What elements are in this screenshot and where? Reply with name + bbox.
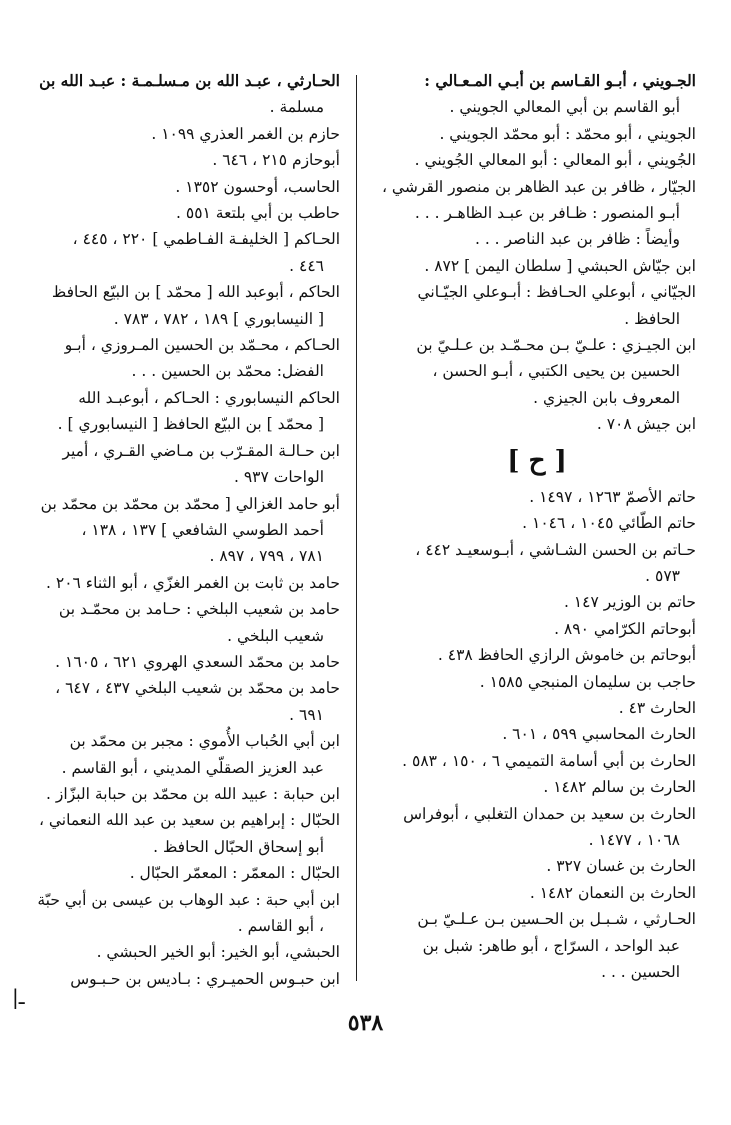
- entry-continuation-line: أبو إسحاق الحبّال الحافظ .: [153, 837, 324, 856]
- entry-continuation-line: الفضل: محمّد بن الحسين . . .: [131, 362, 324, 381]
- entry-continuation-line: مسلمة .: [269, 98, 324, 117]
- index-entry: [20, 570, 340, 596]
- index-entry: [20, 147, 340, 173]
- index-entry: [378, 68, 696, 121]
- index-entry: [378, 880, 696, 906]
- index-entry: [378, 253, 696, 279]
- entry-continuation-line: ٧٨١ ، ٧٩٩ ، ٨٩٧ .: [209, 547, 324, 566]
- entry-continuation-line: ١٠٦٨ ، ١٤٧٧ .: [588, 830, 680, 849]
- entry-line: الحارث المحاسبي ٥٩٩ ، ٦٠١ .: [502, 725, 696, 744]
- index-entry: [20, 781, 340, 807]
- entry-continuation-line: أبو القاسم بن أبي المعالي الجويني .: [449, 98, 680, 117]
- entry-line: أبوحاتم الكرّامي ٨٩٠ .: [554, 619, 696, 638]
- index-entry: [20, 68, 340, 121]
- entry-line: أبوحازم ٢١٥ ، ٦٤٦ .: [212, 151, 340, 170]
- entry-continuation-line: الحسين . . .: [601, 963, 680, 981]
- index-entry: [378, 484, 696, 510]
- index-entry: [378, 801, 696, 854]
- entry-line: ابن أبي الحُباب الأُموي : مجبر بن محمّد بن: [69, 732, 340, 751]
- entry-line: الحـاكم [ الخليفـة الفـاطمي ] ٢٢٠ ، ٤٤٥ ،: [72, 230, 340, 249]
- entry-line: ابن جيّاش الحبشي [ سلطان اليمن ] ٨٧٢ .: [424, 256, 696, 275]
- entry-line: ابن حبابة : عبيد الله بن محمّد بن حبابة البزّاز .: [46, 784, 340, 803]
- index-entry: [20, 939, 340, 965]
- entry-line: الحاكم النيسابوري : الحـاكم ، أبوعبـد الله: [78, 388, 340, 407]
- entry-continuation-line: [ النيسابوري ] ١٨٩ ، ٧٨٢ ، ٧٨٣ .: [113, 309, 324, 328]
- index-entry: [378, 174, 696, 253]
- entry-line: ابن حـالـة المقـرّب بن مـاضي القـري ، أمير: [62, 441, 340, 460]
- index-entry: [378, 332, 696, 411]
- entry-continuation-line: الحسين بن يحيى الكتبي ، أبـو الحسن ،: [432, 362, 680, 381]
- entry-continuation-line: شعيب البلخي .: [227, 626, 324, 645]
- entry-continuation-line: ٥٧٣ .: [645, 566, 680, 585]
- index-entry: [20, 121, 340, 147]
- index-entry: [378, 695, 696, 721]
- entry-line: الحـاكم ، محـمّد بن الحسين المـروزي ، أبـو: [64, 336, 340, 355]
- column-divider: [356, 75, 357, 981]
- index-entry: [20, 279, 340, 332]
- entry-line: الحـارثي ، شـبـل بن الحـسين بـن عـلـيّ بـن: [417, 910, 696, 929]
- entry-continuation-line: الحافظ .: [624, 309, 680, 328]
- index-entry: [378, 147, 696, 173]
- entry-headword: الجـويني ، أبـو القـاسم بن أبـي المـعـالي :: [424, 71, 696, 90]
- index-entry: [378, 669, 696, 695]
- entry-continuation-line: [ محمّد ] بن البيّع الحافظ [ النيسابوري ] .: [57, 415, 324, 434]
- index-entry: [378, 279, 696, 332]
- index-entry: [378, 642, 696, 668]
- index-entry: [20, 966, 340, 992]
- entry-line: الجيّار ، ظافر بن عبد الظاهر بن منصور القرشي ،: [381, 177, 696, 196]
- entry-continuation-line: وأيضاً : ظافر بن عبد الناصر . . .: [474, 230, 680, 249]
- index-entry: [378, 853, 696, 879]
- entry-line: حـاتم بن الحسن الشـاشي ، أبـوسعيـد ٤٤٢ ،: [415, 540, 696, 559]
- entry-line: الحارث بن غسان ٣٢٧ .: [546, 857, 696, 876]
- index-entry: [20, 860, 340, 886]
- entry-line: حاتم الأصمّ ١٢٦٣ ، ١٤٩٧ .: [529, 487, 696, 506]
- index-entry: [378, 721, 696, 747]
- index-entry: [20, 649, 340, 675]
- index-entry: [378, 748, 696, 774]
- entry-continuation-line: ٤٤٦ .: [289, 256, 324, 275]
- letter-section-heading: [ ح ]: [507, 445, 567, 476]
- entry-line: الحبّال : المعمّر : المعمّر الحبّال .: [129, 864, 340, 883]
- entry-line: حاطب بن أبي بلتعة ٥٥١ .: [176, 204, 340, 223]
- entry-line: الحاكم ، أبوعبد الله [ محمّد ] بن البيّع الحافظ: [51, 283, 340, 302]
- index-entry: [20, 174, 340, 200]
- entry-line: الجيّاني ، أبوعلي الحـافظ : أبـوعلي الجيّـاني: [417, 283, 696, 302]
- entry-line: الحارث بن أبي أسامة التميمي ٦ ، ١٥٠ ، ٥٨٣ .: [402, 751, 696, 770]
- index-entry: [378, 537, 696, 590]
- entry-line: الحبّال : إبراهيم بن سعيد بن عبد الله النعماني ،: [38, 811, 340, 830]
- index-entry: [20, 226, 340, 279]
- entry-continuation-line: أحمد الطوسي الشافعي ] ١٣٧ ، ١٣٨ ،: [81, 520, 324, 539]
- index-entry: [20, 807, 340, 860]
- entry-continuation-line: المعروف بابن الجيزي .: [533, 388, 680, 407]
- entry-line: حامد بن محمّد السعدي الهروي ٦٢١ ، ١٦٠٥ .: [55, 652, 340, 671]
- index-entry: [378, 411, 696, 437]
- index-entry: [378, 589, 696, 615]
- entry-continuation-line: أبـو المنصور : ظـافر بن عبـد الظاهـر . . .: [414, 204, 680, 223]
- entry-continuation-line: الواحات ٩٣٧ .: [233, 468, 324, 487]
- entry-continuation-line: عبد الواحد ، السرّاج ، أبو طاهر: شبل بن: [422, 936, 680, 955]
- entry-line: الحارث بن سعيد بن حمدان التغلبي ، أبوفراس: [403, 804, 696, 823]
- entry-headword: الحـارثي ، عبـد الله بن مـسلـمـة : عبـد الله بن: [39, 71, 340, 90]
- entry-line: الحارث بن النعمان ١٤٨٢ .: [529, 883, 696, 902]
- entry-line: الجُويني ، أبو المعالي : أبو المعالي الجُويني .: [414, 151, 696, 170]
- index-entry: [378, 906, 696, 985]
- entry-line: حاجب بن سليمان المنبجي ١٥٨٥ .: [479, 672, 696, 691]
- entry-line: ابن أبي حبة : عبد الوهاب بن عيسى بن أبي حبّة: [37, 890, 340, 909]
- index-entry: [20, 385, 340, 438]
- entry-line: الحاسب، أوحسون ١٣٥٢ .: [175, 177, 340, 196]
- index-entry: [378, 616, 696, 642]
- index-entry: [20, 200, 340, 226]
- entry-line: الحارث بن سالم ١٤٨٢ .: [543, 778, 696, 797]
- index-entry: [20, 491, 340, 570]
- index-entry: [20, 675, 340, 728]
- right-column: [378, 68, 696, 985]
- entry-line: ابن الجيـزي : علـيّ بـن محـمّـد بن عـلـيّ بن: [416, 336, 696, 355]
- entry-line: حامد بن ثابت بن الغمر الغزّي ، أبو الثناء ٢٠٦ .: [46, 573, 340, 592]
- entry-line: حاتم الطّائي ١٠٤٥ ، ١٠٤٦ .: [522, 514, 696, 533]
- index-entry: [20, 728, 340, 781]
- entry-continuation-line: عبد العزيز الصقلّي المديني ، أبو القاسم .: [61, 758, 324, 777]
- entry-continuation-line: ، أبو القاسم .: [237, 917, 324, 935]
- entry-line: أبوحاتم بن خاموش الرازي الحافظ ٤٣٨ .: [437, 646, 696, 665]
- index-entry: [20, 596, 340, 649]
- index-entry: [378, 121, 696, 147]
- index-entry: [378, 510, 696, 536]
- entry-continuation-line: ٦٩١ .: [289, 705, 324, 724]
- entry-line: حامد بن شعيب البلخي : حـامد بن محمّـد بن: [58, 600, 340, 619]
- entry-line: حامد بن محمّد بن شعيب البلخي ٤٣٧ ، ٦٤٧ ،: [55, 679, 340, 698]
- page-number: ٥٣٨: [347, 1010, 384, 1036]
- entry-line: الحارث ٤٣ .: [618, 698, 696, 717]
- index-entry: [20, 887, 340, 940]
- entry-line: ابن جيش ٧٠٨ .: [596, 415, 696, 434]
- entry-line: حاتم بن الوزير ١٤٧ .: [563, 593, 696, 612]
- entry-line: الحبشي، أبو الخير: أبو الخير الحبشي .: [96, 943, 340, 962]
- left-column: [20, 68, 340, 992]
- entry-line: ابن حبـوس الحميـري : بـاديس بن حـبـوس: [70, 969, 340, 988]
- entry-line: أبو حامد الغزالي [ محمّد بن محمّد بن محمّد بن: [40, 494, 340, 513]
- entry-line: حازم بن الغمر العذري ١٠٩٩ .: [151, 124, 340, 143]
- entry-line: الجويني ، أبو محمّد : أبو محمّد الجويني .: [439, 124, 696, 143]
- margin-mark: |ـ: [12, 985, 25, 1009]
- index-entry: [20, 332, 340, 385]
- index-entry: [378, 774, 696, 800]
- index-entry: [20, 438, 340, 491]
